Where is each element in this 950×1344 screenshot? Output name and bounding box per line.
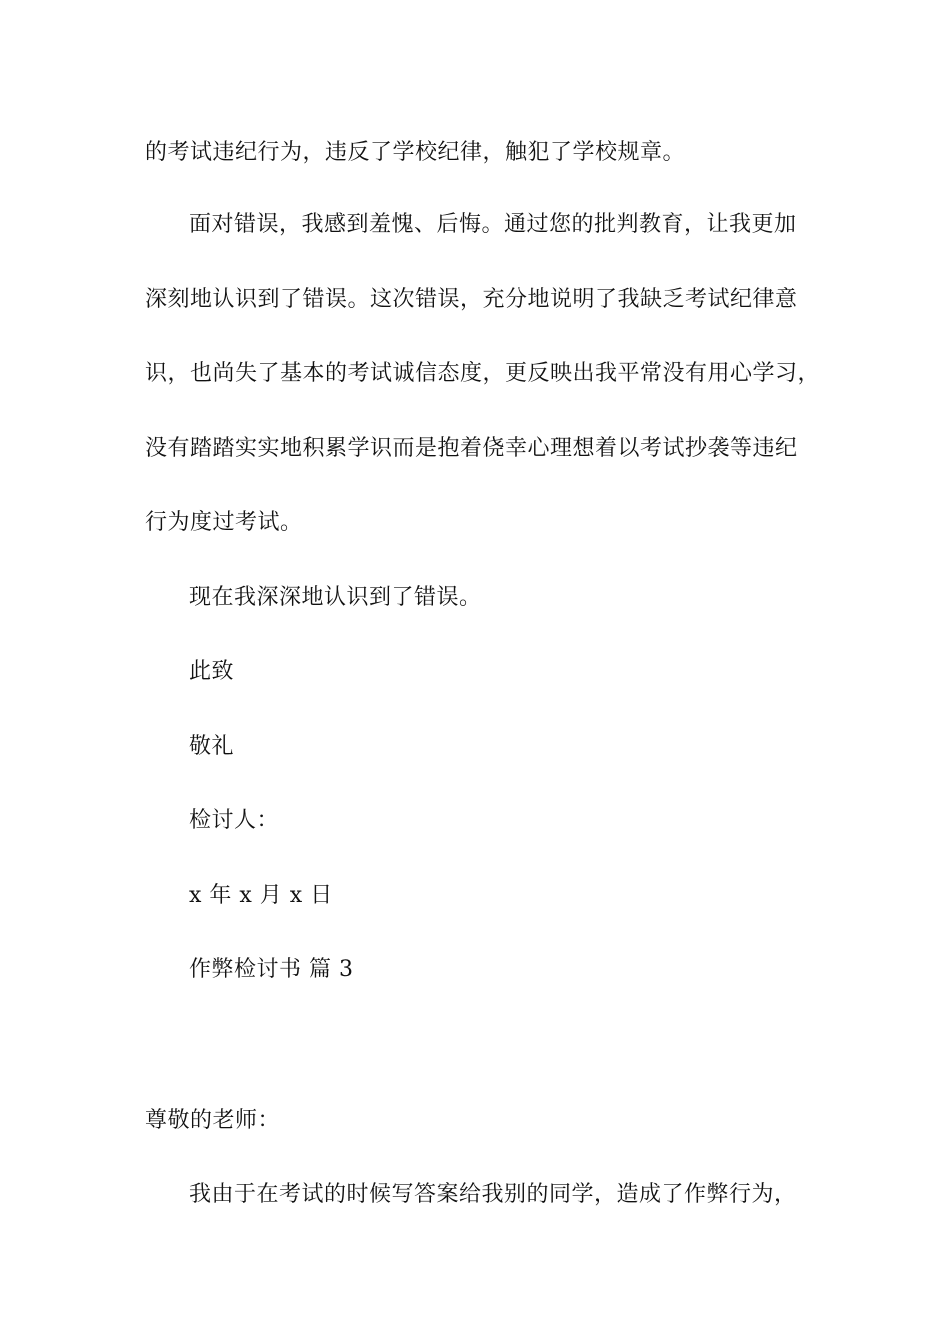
date-line: x 年 x 月 x 日 bbox=[189, 883, 333, 908]
paragraph-line-7: 现在我深深地认识到了错误。 bbox=[189, 585, 482, 610]
section-title: 作弊检讨书 篇 3 bbox=[189, 957, 354, 982]
paragraph-line-6: 行为度过考试。 bbox=[145, 510, 303, 535]
paragraph-line-5: 没有踏踏实实地积累学识而是抱着侥幸心理想着以考试抄袭等违纪 bbox=[145, 436, 798, 461]
closing-line-1: 此致 bbox=[189, 659, 235, 684]
paragraph-line-2: 面对错误，我感到羞愧、后悔。通过您的批判教育，让我更加 bbox=[189, 212, 797, 237]
paragraph-line-4: 识，也尚失了基本的考试诚信态度，更反映出我平常没有用心学习， bbox=[145, 361, 821, 386]
signature-line: 检讨人： bbox=[189, 808, 280, 833]
paragraph-line-8: 我由于在考试的时候写答案给我别的同学，造成了作弊行为， bbox=[189, 1182, 797, 1207]
paragraph-line-3: 深刻地认识到了错误。这次错误，充分地说明了我缺乏考试纪律意 bbox=[145, 287, 798, 312]
paragraph-line-1: 的考试违纪行为，违反了学校纪律，触犯了学校规章。 bbox=[145, 140, 686, 165]
salutation: 尊敬的老师： bbox=[145, 1108, 281, 1133]
closing-line-2: 敬礼 bbox=[189, 734, 235, 759]
